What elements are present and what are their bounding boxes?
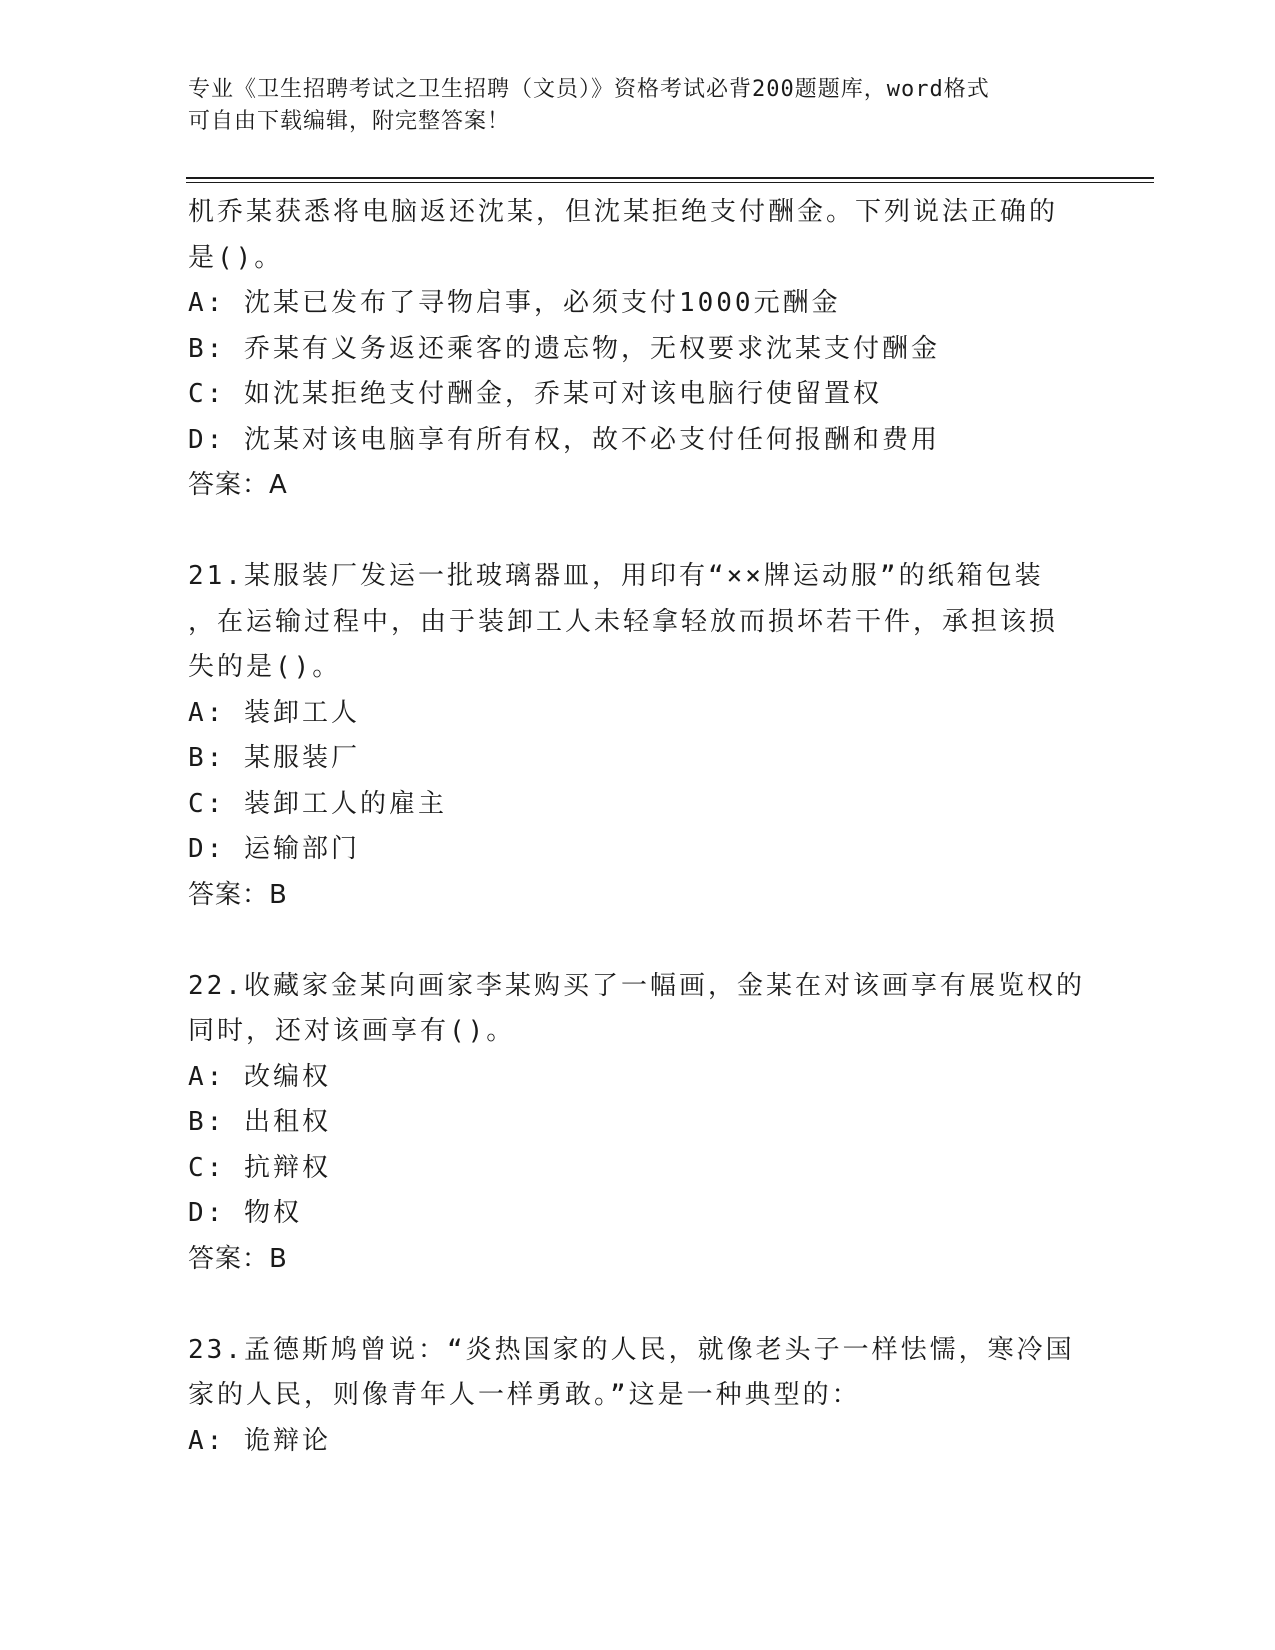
header-divider-thick	[186, 177, 1154, 179]
header-divider-thin	[186, 182, 1154, 183]
option-c: C: 装卸工人的雇主	[188, 788, 447, 819]
option-b: B: 某服装厂	[188, 743, 360, 773]
question-spacer	[188, 1282, 1088, 1328]
question-text-line: ，在运输过程中，由于装卸工人未轻拿轻放而损坏若干件，承担该损	[188, 606, 1059, 637]
document-header	[188, 74, 1088, 138]
question-text-line: 同时，还对该画享有()。	[188, 1016, 516, 1046]
header-title-line-1: 专业《卫生招聘考试之卫生招聘（文员）》资格考试必背200题题库，word格式	[188, 77, 990, 102]
header-title-line-2: 可自由下载编辑，附完整答案！	[188, 109, 511, 134]
option-c: C: 如沈某拒绝支付酬金，乔某可对该电脑行使留置权	[188, 379, 882, 409]
option-a: A: 沈某已发布了寻物启事，必须支付1000元酬金	[188, 288, 841, 318]
option-c: C: 抗辩权	[188, 1152, 331, 1183]
question-text-line: 失的是()。	[188, 652, 342, 682]
question-20-tail	[188, 190, 1088, 509]
option-b: B: 乔某有义务返还乘客的遗忘物，无权要求沈某支付酬金	[188, 333, 940, 364]
question-text-line: 机乔某获悉将电脑返还沈某，但沈某拒绝支付酬金。下列说法正确的	[188, 197, 1059, 227]
question-text-line: 是()。	[188, 242, 284, 273]
question-list	[188, 190, 1088, 1464]
question-text-line: 22.收藏家金某向画家李某购买了一幅画，金某在对该画享有展览权的	[188, 970, 1085, 1001]
option-d: D: 运输部门	[188, 834, 360, 864]
answer-label: 答案：A	[188, 470, 288, 500]
question-spacer	[188, 509, 1088, 555]
question-21	[188, 554, 1088, 918]
option-a: A: 装卸工人	[188, 697, 360, 728]
option-a: A: 诡辩论	[188, 1425, 331, 1456]
question-text-line: 家的人民，则像青年人一样勇敢。”这是一种典型的：	[188, 1380, 861, 1410]
question-22	[188, 964, 1088, 1283]
question-23	[188, 1328, 1088, 1465]
question-spacer	[188, 918, 1088, 964]
answer-label: 答案：B	[188, 879, 288, 910]
answer-label: 答案：B	[188, 1243, 288, 1274]
question-text-line: 23.孟德斯鸠曾说：“炎热国家的人民，就像老头子一样怯懦，寒冷国	[188, 1334, 1075, 1365]
option-d: D: 物权	[188, 1198, 302, 1228]
question-text-line: 21.某服装厂发运一批玻璃器皿，用印有“××牌运动服”的纸箱包装	[188, 561, 1044, 591]
option-d: D: 沈某对该电脑享有所有权，故不必支付任何报酬和费用	[188, 424, 940, 455]
option-a: A: 改编权	[188, 1061, 331, 1092]
option-b: B: 出租权	[188, 1107, 331, 1137]
